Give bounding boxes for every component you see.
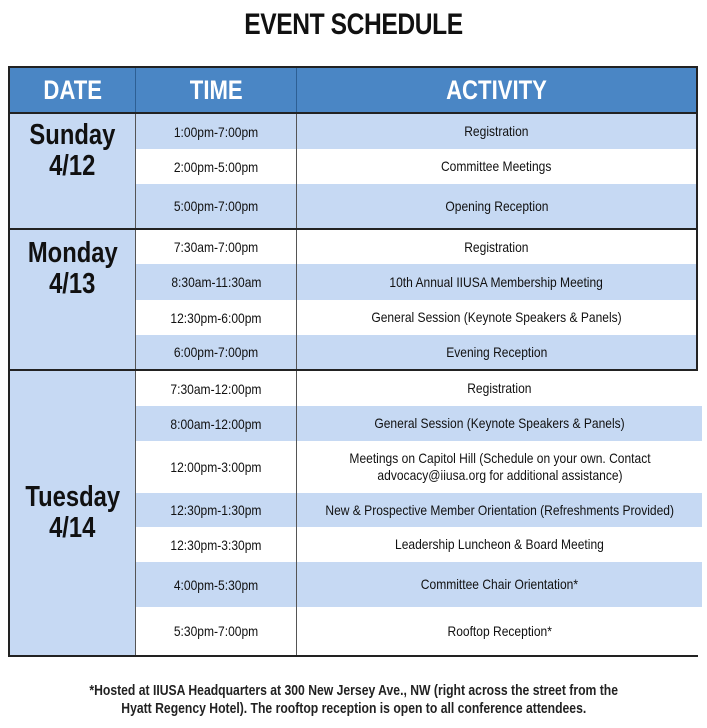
time-text: 2:00pm-5:00pm <box>173 158 259 175</box>
day-cell <box>10 371 136 655</box>
time-cell <box>136 562 297 607</box>
activity-text: Evening Reception <box>445 343 548 360</box>
time-cell <box>136 441 297 493</box>
time-text: 12:30pm-1:30pm <box>170 502 262 518</box>
time-text: 7:30am-12:00pm <box>170 380 262 397</box>
activity-cell <box>297 493 702 527</box>
day-cell <box>10 114 136 228</box>
activity-text: Registration <box>467 380 532 396</box>
table-row <box>136 371 702 406</box>
time-cell <box>136 527 297 562</box>
time-cell <box>136 335 297 369</box>
day-group-sunday <box>10 114 696 230</box>
activity-cell <box>297 300 696 335</box>
day-date: 4/13 <box>49 268 96 300</box>
day-group-tuesday <box>10 371 696 655</box>
activity-text: 10th Annual IIUSA Membership Meeting <box>389 273 604 290</box>
table-row <box>136 184 696 228</box>
activity-text: General Session (Keynote Speakers & Panels) <box>371 309 622 325</box>
table-row <box>136 527 702 562</box>
table-row <box>136 300 696 335</box>
page-title: EVENT SCHEDULE <box>244 8 463 41</box>
day-cell <box>10 230 136 369</box>
activity-text: Opening Reception <box>444 197 549 214</box>
day-group-monday <box>10 230 696 371</box>
footnote <box>0 682 707 718</box>
time-text: 4:00pm-5:30pm <box>173 576 259 593</box>
time-text: 8:30am-11:30am <box>170 274 262 290</box>
activity-cell <box>297 371 702 406</box>
time-text: 5:30pm-7:00pm <box>173 623 259 639</box>
activity-cell <box>297 149 696 184</box>
time-text: 1:00pm-7:00pm <box>173 123 259 140</box>
time-cell <box>136 114 297 149</box>
footnote-line-2: Hyatt Regency Hotel). The rooftop reception is open to all conference attendees. <box>121 701 586 717</box>
table-header <box>10 68 696 114</box>
activity-cell <box>297 562 702 607</box>
activity-cell <box>297 264 696 300</box>
activity-cell <box>297 527 702 562</box>
activity-text: New & Prospective Member Orientation (Refreshments Provided) <box>325 501 675 518</box>
activity-cell <box>297 230 696 264</box>
time-cell <box>136 264 297 300</box>
activity-text: Committee Meetings <box>441 158 552 174</box>
header-activity-label: ACTIVITY <box>446 74 547 105</box>
activity-text: General Session (Keynote Speakers & Panels) <box>374 415 625 431</box>
schedule-table <box>8 66 698 657</box>
activity-cell <box>297 114 696 149</box>
header-time <box>136 68 297 112</box>
time-cell <box>136 371 297 406</box>
activity-text: Rooftop Reception* <box>447 622 552 639</box>
table-row <box>136 264 696 300</box>
activity-cell <box>297 607 702 655</box>
time-cell <box>136 149 297 184</box>
time-cell <box>136 406 297 441</box>
day-date: 4/14 <box>49 512 96 544</box>
header-date-label: DATE <box>43 74 102 105</box>
time-text: 6:00pm-7:00pm <box>173 344 259 360</box>
activity-cell <box>297 335 696 369</box>
time-cell <box>136 493 297 527</box>
activity-cell <box>297 441 702 493</box>
time-text: 8:00am-12:00pm <box>170 415 262 432</box>
activity-text: Registration <box>464 238 529 255</box>
header-activity <box>297 68 696 112</box>
day-date: 4/12 <box>49 150 96 182</box>
time-text: 12:30pm-3:30pm <box>170 536 262 553</box>
time-text: 7:30am-7:00pm <box>173 239 259 255</box>
table-row <box>136 493 702 527</box>
activity-text: Registration <box>464 123 529 139</box>
table-row <box>136 230 696 264</box>
activity-text: Committee Chair Orientation* <box>421 576 579 592</box>
time-text: 12:30pm-6:00pm <box>170 309 262 326</box>
time-text: 5:00pm-7:00pm <box>173 198 259 214</box>
time-cell <box>136 607 297 655</box>
table-row <box>136 562 702 607</box>
footnote-line-1: *Hosted at IIUSA Headquarters at 300 New Jersey Ave., NW (right across the street from the <box>89 683 618 699</box>
day-name: Tuesday <box>25 481 120 513</box>
table-row <box>136 607 702 655</box>
header-time-label: TIME <box>189 74 243 105</box>
table-row <box>136 335 696 369</box>
time-text: 12:00pm-3:00pm <box>170 459 262 475</box>
time-cell <box>136 230 297 264</box>
activity-cell <box>297 406 702 441</box>
time-cell <box>136 184 297 228</box>
table-row <box>136 406 702 441</box>
table-row <box>136 114 696 149</box>
time-cell <box>136 300 297 335</box>
header-date <box>10 68 136 112</box>
day-name: Monday <box>27 237 118 269</box>
day-name: Sunday <box>29 119 116 151</box>
table-row <box>136 441 702 493</box>
activity-text: Meetings on Capitol Hill (Schedule on your own. Contact advocacy@iiusa.org for additional assistance) <box>349 450 651 483</box>
activity-text: Leadership Luncheon & Board Meeting <box>395 536 605 552</box>
table-row <box>136 149 696 184</box>
activity-cell <box>297 184 696 228</box>
